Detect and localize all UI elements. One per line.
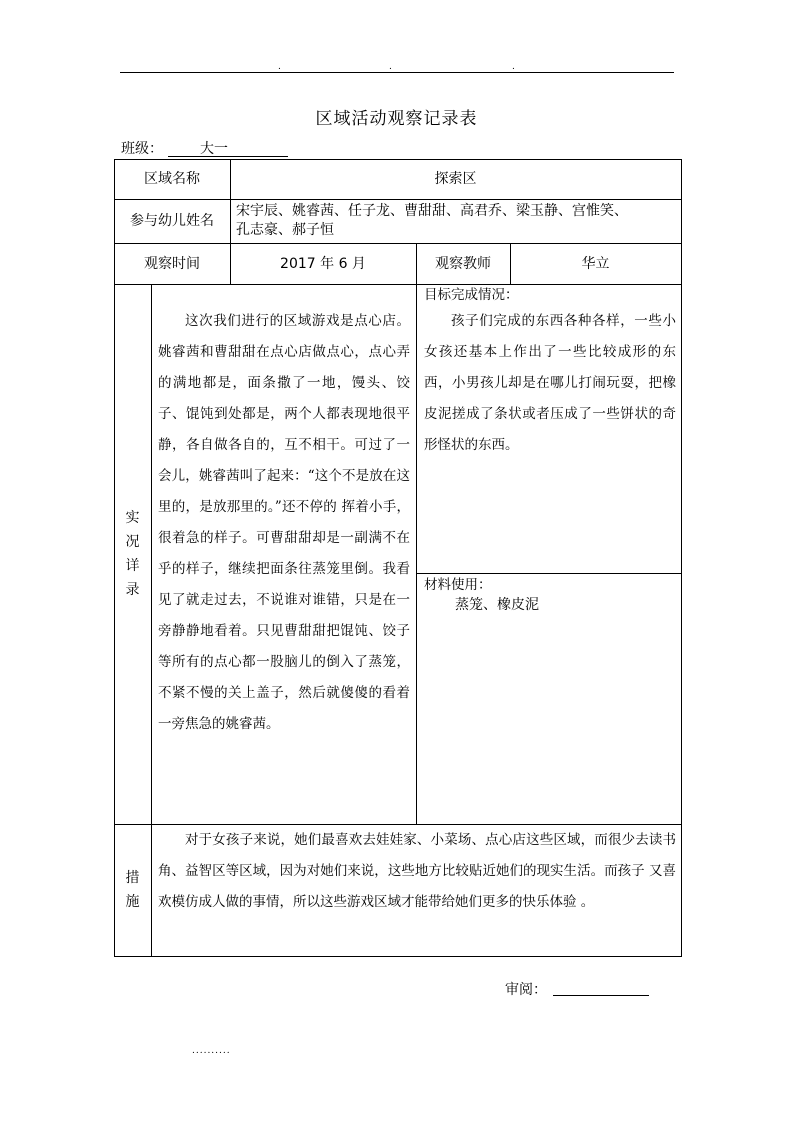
table-rule [416, 573, 682, 574]
class-value: 大一 [200, 141, 228, 157]
table-border-bottom [114, 956, 682, 957]
time-label: 观察时间 [144, 255, 200, 272]
header-dot: . [278, 62, 281, 72]
details-paragraph: 这次我们进行的区域游戏是点心店。姚睿茜和曹甜甜在点心店做点心，点心弄的满地都是，面条撒了一地，馒头、饺子、馄饨到处都是，两个人都表现地很平静，各自做各自的，互不相干。可过了一会儿，姚睿茜叫了起来：“这个不是放在这里的，是放那里的。”还不停的 挥着小手，很着急的样子。可曹甜甜却是一副满不在乎的样子，继续把面条往蒸笼里倒。我看见了就走过去，不说谁对谁错，只是在一旁静静地看着。只见曹甜甜把馄饨、饺子等所有的点心都一股脑儿的倒入了蒸笼，不紧不慢的关上盖子，然后就傻傻的看着一旁焦急的姚睿茜。 [158, 313, 410, 732]
teacher-label: 观察教师 [435, 255, 491, 272]
review-label: 审阅： [505, 982, 547, 998]
measures-label: 措施 [125, 870, 140, 910]
materials-text: 蒸笼、橡皮泥 [455, 597, 539, 613]
table-rule [416, 284, 417, 824]
header-rule [120, 72, 674, 73]
class-underline [168, 156, 288, 157]
time-value: 2017 年 6 月 [280, 255, 366, 272]
area-name-label: 区域名称 [144, 171, 200, 187]
measures-text: 对于女孩子来说，她们最喜欢去娃娃家、小菜场、点心店这些区域，而很少去读书角、益智区等区域，因为对她们来说，这些地方比较贴近她们的现实生活。而孩子 又喜欢模仿成人做的事情，所以这些游戏区域才能带给她们更多的快乐体验 。 [158, 832, 676, 910]
footer-dots: .......... [192, 1046, 231, 1056]
table-border-right [681, 159, 682, 956]
table-rule [114, 284, 682, 285]
review-signature-line[interactable] [553, 995, 649, 996]
materials-label: 材料使用： [424, 577, 492, 593]
header-dot: . [512, 62, 515, 72]
children-names-line: 宋宇辰、姚睿茜、任子龙、曹甜甜、高君乔、梁玉静、宫惟笑、 [236, 203, 628, 219]
table-rule [151, 284, 152, 956]
header-dot: . [389, 62, 392, 72]
class-label: 班级： [121, 141, 163, 157]
children-names-line: 孔志豪、郝子恒 [236, 222, 334, 238]
goal-text: 孩子们完成的东西各种各样，一些小女孩还基本上作出了一些比较成形的东西，小男孩儿却是在哪儿打闹玩耍，把橡皮泥搓成了条状或者压成了一些饼状的奇形怪状的东西。 [424, 313, 676, 453]
teacher-value: 华立 [581, 255, 610, 272]
area-name-value: 探索区 [434, 171, 477, 187]
details-label: 实况详录 [125, 510, 140, 598]
children-label: 参与幼儿姓名 [130, 213, 214, 229]
goal-label: 目标完成情况： [424, 287, 519, 303]
page-title: 区域活动观察记录表 [315, 109, 478, 129]
